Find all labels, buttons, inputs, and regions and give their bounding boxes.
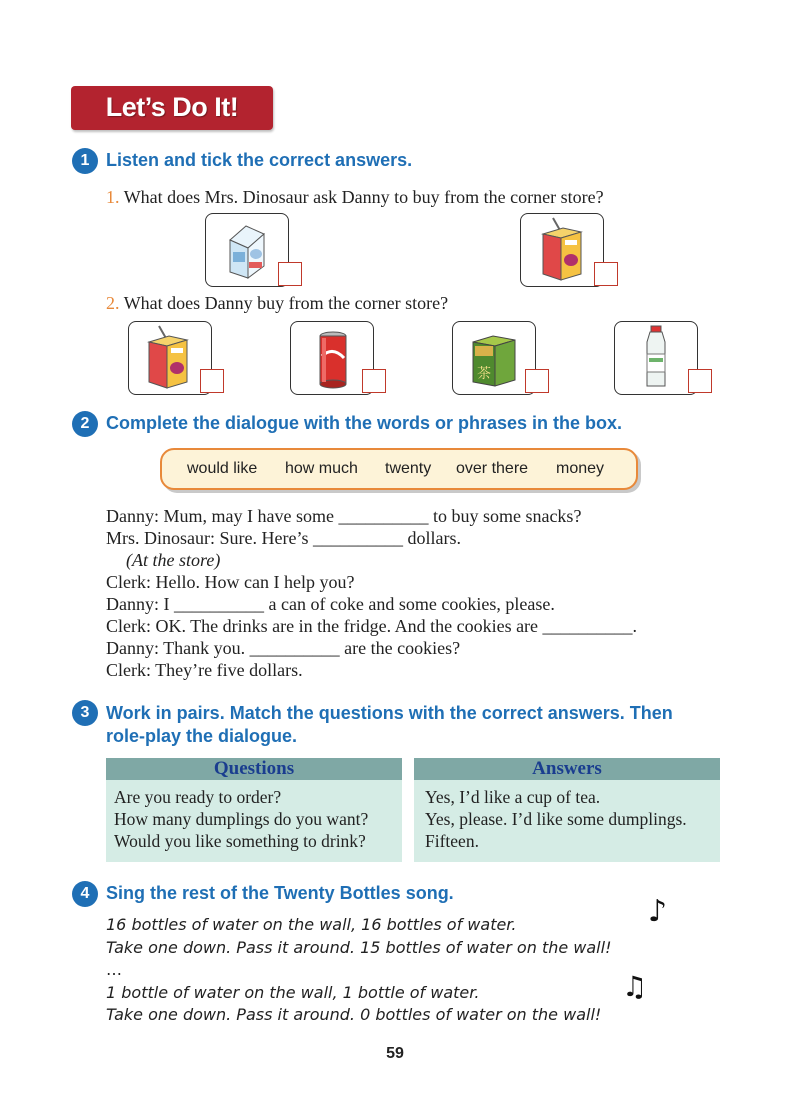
tick-box-q2-tea[interactable] [525,369,549,393]
answer-item: Fifteen. [425,831,479,851]
song-line: 16 bottles of water on the wall, 16 bottles of water. [106,915,517,934]
word-box-item: would like [187,460,258,477]
question-item: Would you like something to drink? [114,831,366,851]
water-bottle-icon [615,322,697,394]
milk-carton-picture [205,213,289,287]
tea-box-icon [453,322,535,394]
juice-box-picture-q1 [520,213,604,287]
music-notes-icon: ♫ [622,970,648,1003]
word-box [160,448,638,490]
word-box-item: how much [285,460,358,477]
dialogue-line: Clerk: They’re five dollars. [106,660,303,680]
dialogue-line: Clerk: OK. The drinks are in the fridge. And the cookies are __________. [106,616,638,636]
tick-box-q2-water[interactable] [688,369,712,393]
dialogue-line: Clerk: Hello. How can I help you? [106,572,355,592]
milk-carton-icon [206,214,288,286]
tick-box-q2-juice[interactable] [200,369,224,393]
question-2-number: 2. [106,293,120,313]
questions-header: Questions [106,758,402,780]
song-ellipsis: … [106,960,122,979]
dialogue-line: Danny: Thank you. __________ are the cookies? [106,638,461,658]
song-line: Take one down. Pass it around. 15 bottles of water on the wall! [106,937,612,957]
water-bottle-picture [614,321,698,395]
cola-can-icon [291,322,373,394]
word-box-item: twenty [385,460,432,477]
section-2-number: 2 [72,411,98,437]
song-lyrics [106,914,646,1027]
dialogue-line: Danny: Mum, may I have some __________ to buy some snacks? [106,506,582,526]
question-1 [106,187,604,208]
song-line: 1 bottle of water on the wall, 1 bottle of water. [106,982,480,1002]
juice-box-icon [521,214,603,286]
dialogue [106,505,726,681]
section-4-heading: Sing the rest of the Twenty Bottles song. [106,883,454,903]
section-3-number: 3 [72,700,98,726]
section-1-heading: Listen and tick the correct answers. [106,150,413,170]
section-1-number: 1 [72,148,98,174]
question-2 [106,293,448,314]
question-item: How many dumplings do you want? [114,809,369,829]
song-line: Take one down. Pass it around. 0 bottles of water on the wall! [106,1005,602,1024]
page-number: 59 [386,1045,404,1062]
word-box-item: over there [456,460,529,477]
question-1-number: 1. [106,187,120,207]
section-3-heading-line-2: role-play the dialogue. [106,726,298,746]
dialogue-stage-direction: (At the store) [126,550,221,570]
word-box-item: money [556,460,605,477]
answers-header: Answers [414,758,720,780]
tea-box-label: 茶 [477,366,491,382]
section-2-heading: Complete the dialogue with the words or phrases in the box. [106,413,623,433]
lets-do-it-banner [71,86,273,130]
section-3-heading-line-1: Work in pairs. Match the questions with the correct answers. Then [106,703,673,723]
tick-box-q1-juice[interactable] [594,262,618,286]
dialogue-line: Mrs. Dinosaur: Sure. Here’s __________ dollars. [106,528,461,548]
answers-body [414,780,720,862]
answers-table [414,758,720,862]
tick-box-q2-cola[interactable] [362,369,386,393]
question-item: Are you ready to order? [114,787,282,807]
answer-item: Yes, please. I’d like some dumplings. [425,809,687,829]
juice-box-icon [129,322,211,394]
question-1-text: What does Mrs. Dinosaur ask Danny to buy from the corner store? [123,187,604,207]
tea-box-picture [452,321,536,395]
questions-table [106,758,402,862]
questions-body [106,780,402,862]
banner-title: Let’s Do It! [105,92,239,122]
tick-box-q1-milk[interactable] [278,262,302,286]
music-note-icon: ♪ [648,894,668,929]
section-4-number: 4 [72,881,98,907]
answer-item: Yes, I’d like a cup of tea. [425,787,601,807]
question-2-text: What does Danny buy from the corner store? [123,293,449,313]
section-3-heading [106,702,673,748]
dialogue-line: Danny: I __________ a can of coke and some cookies, please. [106,594,555,614]
